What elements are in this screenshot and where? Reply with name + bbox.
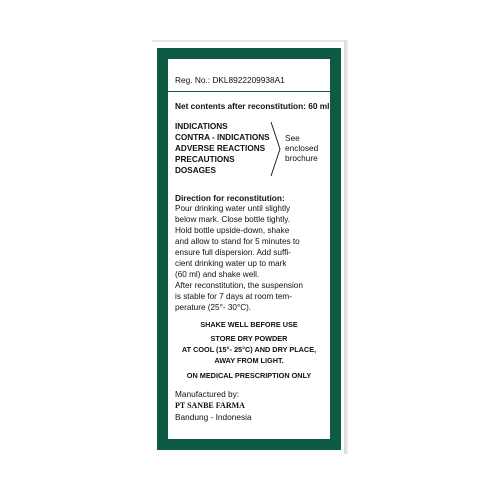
label-content (168, 59, 330, 439)
direction-line: Pour drinking water until slightly (175, 204, 291, 213)
registration-number: Reg. No.: DKL8922209938A1 (175, 75, 285, 85)
direction-heading: Direction for reconstitution: (175, 193, 285, 203)
indications-item: PRECAUTIONS (175, 155, 235, 164)
direction-line: perature (25°- 30°C). (175, 303, 252, 312)
see-brochure-text: brochure (285, 153, 318, 163)
storage-line: AT COOL (15°- 25°C) AND DRY PLACE, (181, 345, 317, 354)
see-brochure-text: enclosed (285, 143, 319, 153)
manufacturer-location: Bandung - Indonesia (175, 412, 252, 422)
net-contents: Net contents after reconstitution: 60 ml (175, 101, 330, 111)
see-brochure-text: See (285, 133, 300, 143)
direction-line: ensure full dispersion. Add suffi- (175, 248, 291, 257)
manufacturer-name: PT SANBE FARMA (175, 401, 245, 410)
indications-item: CONTRA - INDICATIONS (175, 133, 270, 142)
direction-line: After reconstitution, the suspension (175, 281, 303, 290)
direction-line: below mark. Close bottle tightly. (175, 215, 290, 224)
box-side-edge (344, 40, 348, 454)
indications-item: ADVERSE REACTIONS (175, 144, 266, 153)
direction-line: and allow to stand for 5 minutes to (175, 237, 300, 246)
indications-item: DOSAGES (175, 166, 216, 175)
storage-line: STORE DRY POWDER (210, 334, 288, 343)
direction-line: is stable for 7 days at room tem- (175, 292, 292, 301)
prescription-warning: ON MEDICAL PRESCRIPTION ONLY (186, 371, 312, 380)
direction-line: cient drinking water up to mark (175, 259, 287, 268)
storage-line: AWAY FROM LIGHT. (214, 356, 284, 365)
box-top-edge (152, 40, 344, 42)
manufacturer-label: Manufactured by: (175, 389, 240, 399)
shake-warning: SHAKE WELL BEFORE USE (200, 320, 298, 329)
direction-line: (60 ml) and shake well. (175, 270, 260, 279)
direction-line: Hold bottle upside-down, shake (175, 226, 290, 235)
bracket-icon (270, 121, 282, 177)
indications-item: INDICATIONS (175, 122, 228, 131)
divider (168, 91, 330, 92)
